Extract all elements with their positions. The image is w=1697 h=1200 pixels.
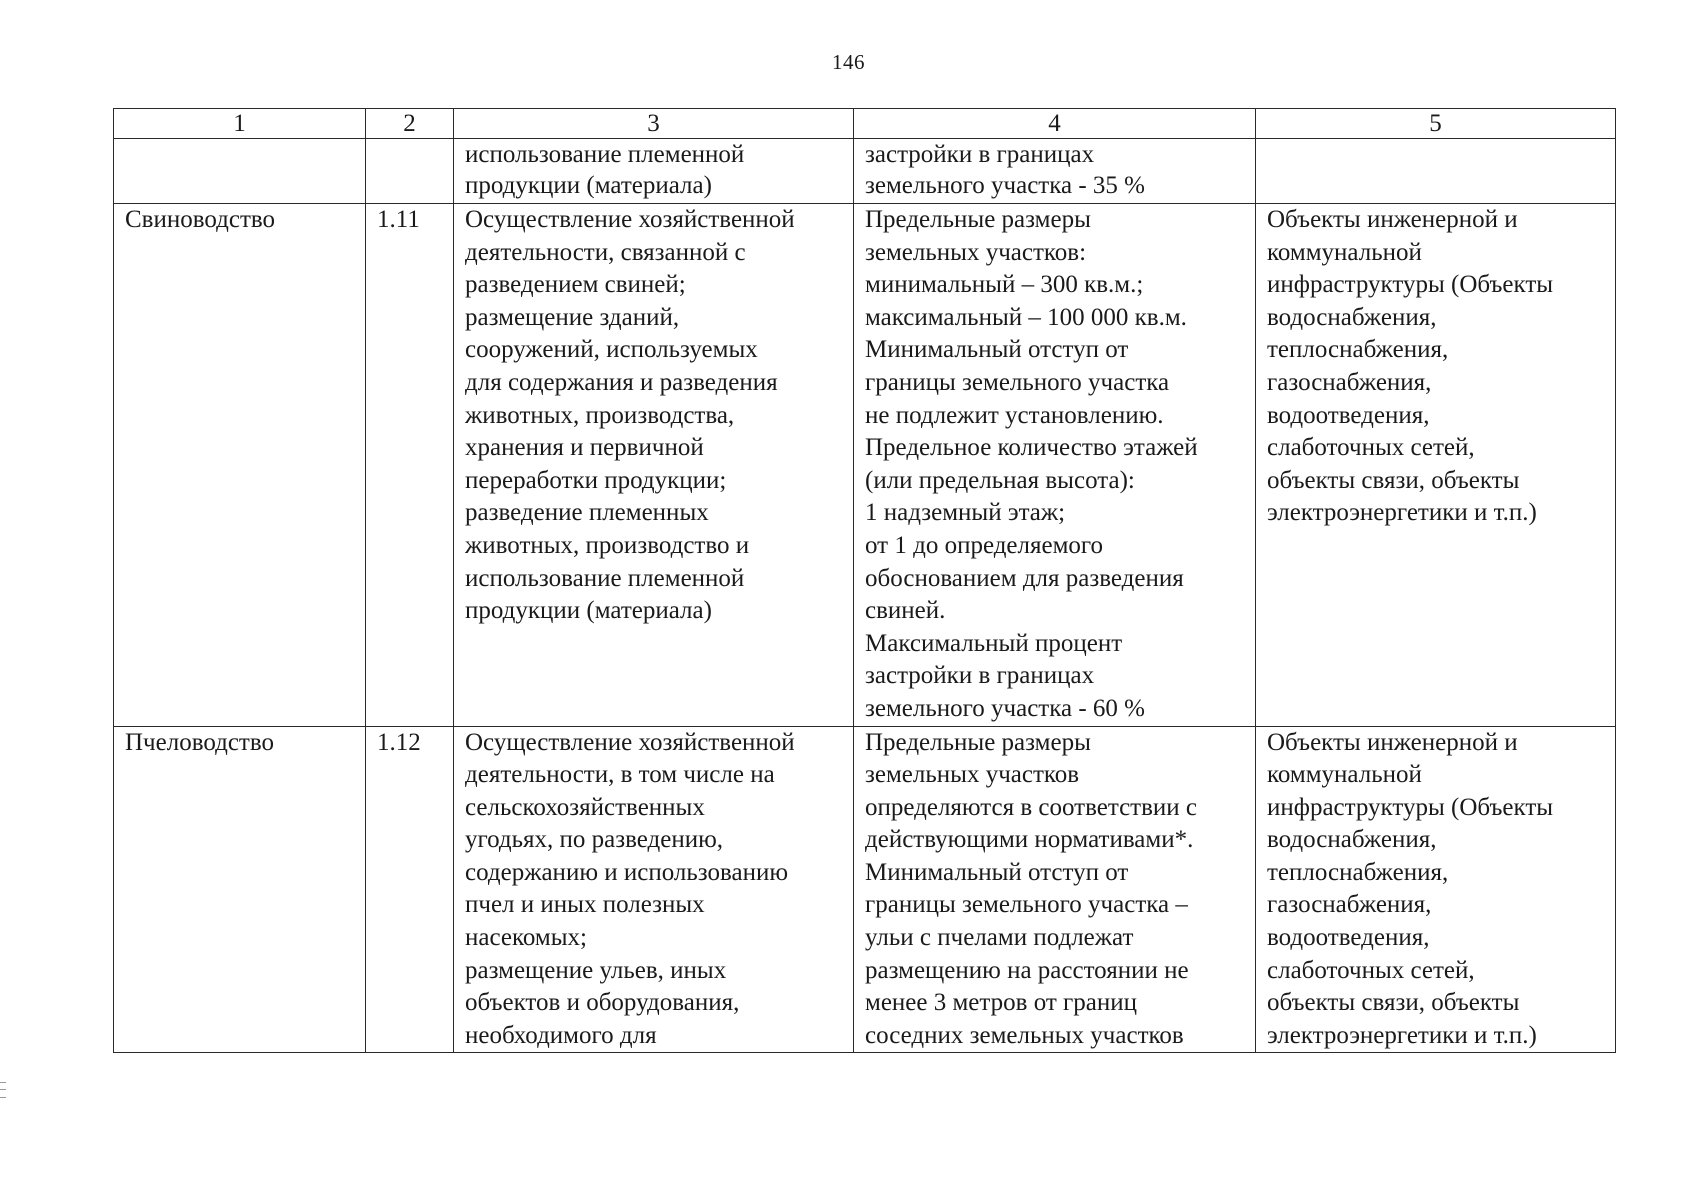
cell-use-name	[114, 139, 366, 204]
cell-auxiliary-objects	[1256, 139, 1616, 204]
cell-use-description: Осуществление хозяйственной деятельности, в том числе на сельскохозяйственных угодьях, по разведению, содержанию и использованию пчел и иных полезных насекомых; размещение ульев, иных объектов и оборудования, необходимого для	[454, 726, 854, 1053]
cell-auxiliary-objects: Объекты инженерной и коммунальной инфраструктуры (Объекты водоснабжения, теплоснабжения, газоснабжения, водоотведения, слаботочных сетей, объекты связи, объекты электроэнергетики и т.п.)	[1256, 204, 1616, 727]
land-use-regulations-table	[113, 108, 1616, 1053]
column-header-5: 5	[1256, 109, 1616, 139]
column-header-4: 4	[854, 109, 1256, 139]
cell-use-code	[366, 139, 454, 204]
cell-use-description: Осуществление хозяйственной деятельности, связанной с разведением свиней; размещение зданий, сооружений, используемых для содержания и разведения животных, производства, хранения и первичной переработки продукции; разведение племенных животных, производство и использование племенной продукции (материала)	[454, 204, 854, 727]
column-header-1: 1	[114, 109, 366, 139]
cell-use-name: Свиноводство	[114, 204, 366, 727]
table-row	[114, 204, 1616, 727]
column-header-3: 3	[454, 109, 854, 139]
cell-use-description: использование племенной продукции (материала)	[454, 139, 854, 204]
column-header-2: 2	[366, 109, 454, 139]
column-number-header-row	[114, 109, 1616, 139]
cell-parameters: застройки в границах земельного участка - 35 %	[854, 139, 1256, 204]
cell-auxiliary-objects: Объекты инженерной и коммунальной инфраструктуры (Объекты водоснабжения, теплоснабжения, газоснабжения, водоотведения, слаботочных сетей, объекты связи, объекты электроэнергетики и т.п.)	[1256, 726, 1616, 1053]
cell-use-name: Пчеловодство	[114, 726, 366, 1053]
cell-parameters: Предельные размеры земельных участков: минимальный – 300 кв.м.; максимальный – 100 000 кв.м. Минимальный отступ от границы земельного участка не подлежит установлению. Предельное количество этажей (или предельная высота): 1 надземный этаж; от 1 до определяемого обоснованием для разведения свиней. Максимальный процент застройки в границах земельного участка - 60 %	[854, 204, 1256, 727]
table-row	[114, 726, 1616, 1053]
cell-parameters: Предельные размеры земельных участков определяются в соответствии с действующими нормативами*. Минимальный отступ от границы земельного участка – ульи с пчелами подлежат размещению на расстоянии не менее 3 метров от границ соседних земельных участков	[854, 726, 1256, 1053]
cell-use-code: 1.11	[366, 204, 454, 727]
page-number: 146	[832, 50, 865, 74]
scan-edge-mark	[0, 1082, 6, 1098]
table-row-continuation	[114, 139, 1616, 204]
cell-use-code: 1.12	[366, 726, 454, 1053]
